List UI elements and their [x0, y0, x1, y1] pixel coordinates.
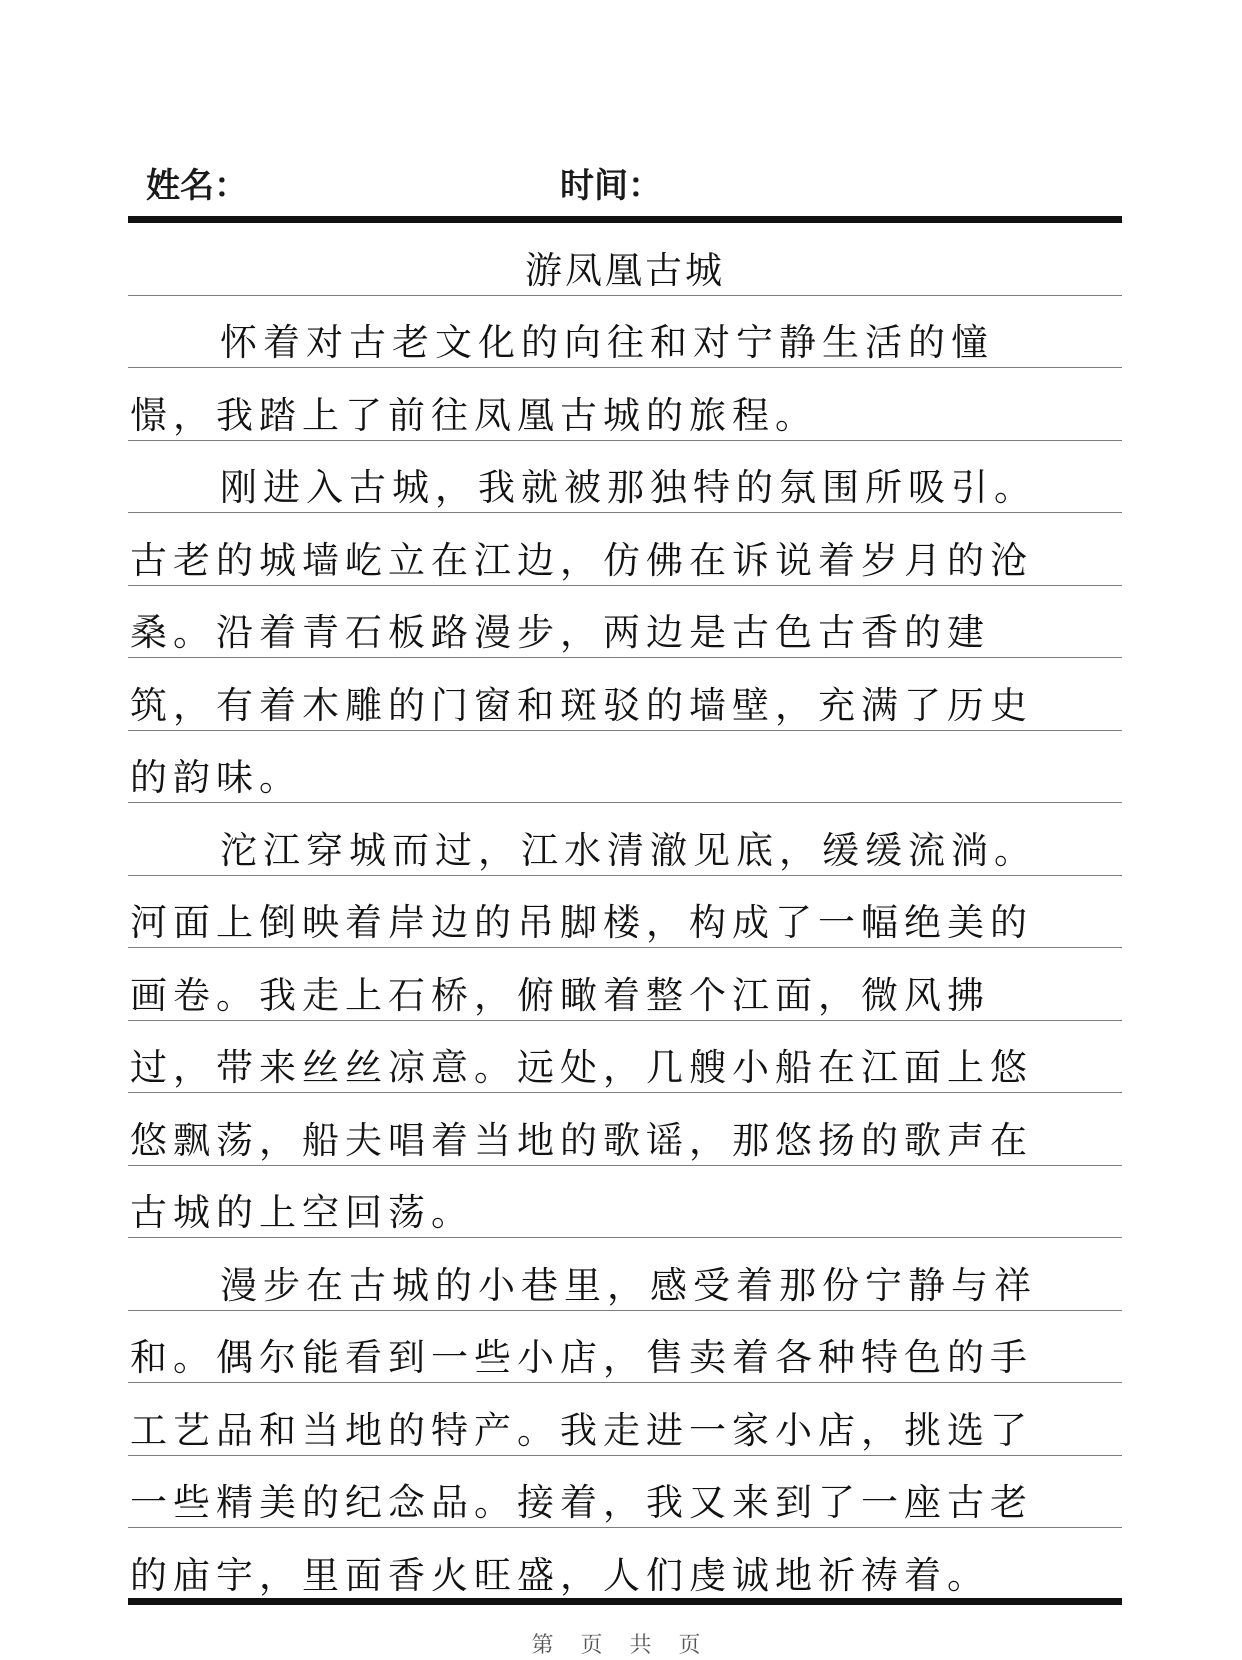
line-text: 沱江穿城而过，江水清澈见底，缓缓流淌。 — [220, 828, 1037, 872]
line-text: 悠飘荡，船夫唱着当地的歌谣，那悠扬的歌声在 — [130, 1118, 1033, 1162]
header — [128, 150, 1122, 204]
text-line — [128, 731, 1122, 804]
text-line — [128, 368, 1122, 441]
line-text: 古老的城墙屹立在江边，仿佛在诉说着岁月的沧 — [130, 538, 1033, 582]
text-line — [128, 1093, 1122, 1166]
text-line — [128, 1238, 1122, 1311]
title-line — [128, 223, 1122, 296]
text-line — [128, 296, 1122, 369]
line-text: 的韵味。 — [130, 756, 302, 799]
text-line — [128, 1311, 1122, 1384]
line-text: 怀着对古老文化的向往和对宁静生活的憧 — [220, 321, 994, 364]
text-line — [128, 513, 1122, 586]
line-text: 憬，我踏上了前往凤凰古城的旅程。 — [130, 393, 818, 437]
line-text: 一些精美的纪念品。接着，我又来到了一座古老 — [130, 1481, 1033, 1524]
writing-area — [128, 223, 1122, 1601]
line-text: 河面上倒映着岸边的吊脚楼，构成了一幅绝美的 — [130, 901, 1033, 944]
line-text: 工艺品和当地的特产。我走进一家小店，挑选了 — [130, 1408, 1033, 1452]
text-line — [128, 876, 1122, 949]
text-line — [128, 1383, 1122, 1456]
page-footer: 第 页 共 页 — [531, 1633, 711, 1658]
text-line — [128, 1528, 1122, 1601]
line-text: 筑，有着木雕的门窗和斑驳的墙壁，充满了历史 — [130, 683, 1033, 727]
name-label: 姓名： — [146, 166, 248, 206]
line-text: 和。偶尔能看到一些小店，售卖着各种特色的手 — [130, 1336, 1033, 1379]
line-text: 古城的上空回荡。 — [130, 1191, 474, 1234]
text-line — [128, 658, 1122, 731]
essay-title: 游凤凰古城 — [525, 248, 725, 292]
text-line — [128, 586, 1122, 659]
text-line — [128, 1021, 1122, 1094]
line-text: 刚进入古城，我就被那独特的氛围所吸引。 — [220, 466, 1037, 509]
text-line — [128, 1456, 1122, 1529]
text-line — [128, 948, 1122, 1021]
text-line — [128, 1166, 1122, 1239]
footer-divider — [128, 1598, 1122, 1605]
line-text: 桑。沿着青石板路漫步，两边是古色古香的建 — [130, 611, 990, 654]
line-text: 漫步在古城的小巷里，感受着那份宁静与祥 — [220, 1263, 1037, 1307]
time-label: 时间： — [560, 166, 662, 206]
text-line — [128, 441, 1122, 514]
header-divider — [128, 216, 1122, 223]
text-line — [128, 803, 1122, 876]
line-text: 画卷。我走上石桥，俯瞰着整个江面，微风拂 — [130, 973, 990, 1017]
line-text: 的庙宇，里面香火旺盛，人们虔诚地祈祷着。 — [130, 1553, 990, 1597]
line-text: 过，带来丝丝凉意。远处，几艘小船在江面上悠 — [130, 1046, 1033, 1089]
